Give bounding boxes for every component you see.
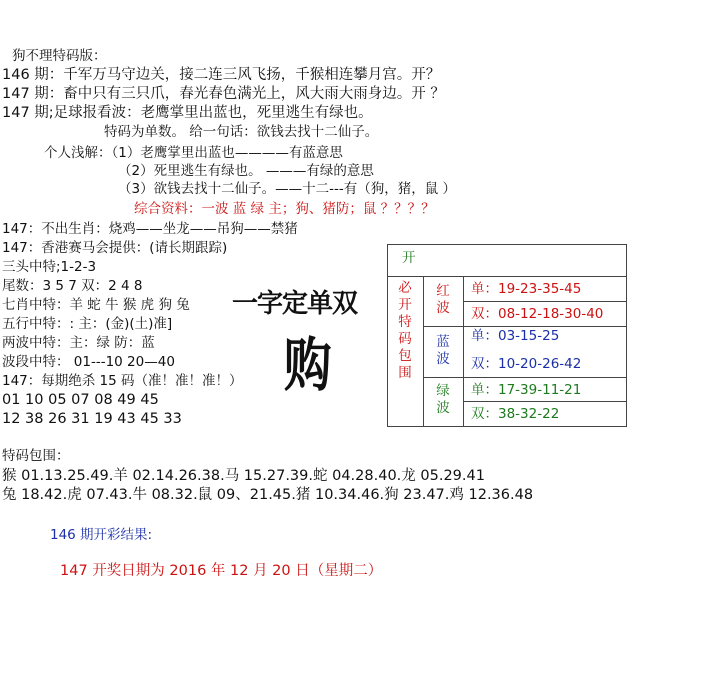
- blue-wave-label: 蓝波: [436, 334, 450, 367]
- green-single: 单：17-39-11-21: [471, 382, 582, 398]
- red-double: 双：08-12-18-30-40: [471, 306, 604, 322]
- wave-segment-line: 波段中特： 01---10 20—40: [2, 354, 175, 370]
- tema-hint: 特码为单数。 给一句话：欲钱去找十二仙子。: [104, 124, 379, 140]
- box-side-label: 必开特码包围: [398, 280, 412, 381]
- line-146: 146 期：千军万马守边关，接二连三风飞扬，千猴相连攀月宫。开？: [2, 67, 441, 83]
- special-code-box: [387, 244, 627, 427]
- line-147-football: 147 期;足球报看波：老鹰掌里出蓝也，死里逃生有绿也。: [2, 105, 373, 121]
- box-header-row: [388, 245, 626, 277]
- box-divider-2: [463, 276, 464, 426]
- three-head-line: 三头中特;1-2-3: [2, 259, 97, 275]
- five-element-line: 五行中特：: 主：(金)(土)准]: [2, 316, 173, 332]
- baowei-line-1: 猴 01.13.25.49.羊 02.14.26.38.马 15.27.39.蛇 04.28.40.龙 05.29.41: [2, 468, 485, 484]
- blue-double: 双：10-20-26-42: [471, 356, 582, 372]
- explain-1: 个人浅解：（1）老鹰掌里出蓝也————有蓝意思: [44, 145, 343, 161]
- box-divider-1: [423, 276, 424, 426]
- box-row-divider-2: [423, 377, 626, 378]
- box-sub-divider-1: [463, 301, 626, 302]
- brush-character: 购: [284, 331, 332, 399]
- kill-numbers-1: 01 10 05 07 08 49 45: [2, 392, 159, 408]
- no-zodiac-line: 147：不出生肖：烧鸡——坐龙——吊狗——禁猪: [2, 221, 298, 237]
- explain-2: （2）死里逃生有绿也。 ———有绿的意思: [118, 163, 374, 179]
- headline: 一字定单双: [232, 289, 358, 319]
- box-header: 开: [402, 250, 416, 266]
- two-wave-line: 两波中特：主：绿 防：蓝: [2, 335, 155, 351]
- baowei-line-2: 兔 18.42.虎 07.43.牛 08.32.鼠 09、21.45.猪 10.34.46.狗 23.47.鸡 12.36.48: [2, 487, 534, 503]
- red-wave-label: 红波: [436, 283, 450, 316]
- red-single: 单：19-23-35-45: [471, 281, 582, 297]
- summary-info: 综合资料：一波 蓝 绿 主；狗、猪防；鼠 ？？？？: [134, 201, 435, 217]
- result-title: 146 期开彩结果:: [50, 527, 153, 543]
- green-wave-label: 绿波: [436, 383, 450, 416]
- baowei-title: 特码包围：: [2, 448, 70, 464]
- kill-15-line: 147：每期绝杀 15 码（准！准！准！）: [2, 373, 243, 389]
- doc-title: 狗不理特码版：: [12, 48, 107, 64]
- line-147-riddle: 147 期：畜中只有三只爪，春光春色满光上，风大雨大雨身边。开 ？: [2, 86, 445, 102]
- jockey-club-line: 147：香港赛马会提供：(请长期跟踪): [2, 240, 228, 256]
- tail-number-line: 尾数：3 5 7 双：2 4 8: [2, 278, 143, 294]
- box-row-divider-1: [423, 326, 626, 327]
- kill-numbers-2: 12 38 26 31 19 43 45 33: [2, 411, 182, 427]
- draw-date: 147 开奖日期为 2016 年 12 月 20 日（星期二）: [60, 563, 383, 579]
- green-double: 双：38-32-22: [471, 406, 560, 422]
- explain-3: （3）欲钱去找十二仙子。——十二---有（狗，猪，鼠 ）: [118, 181, 456, 197]
- seven-zodiac-line: 七肖中特：羊 蛇 牛 猴 虎 狗 兔: [2, 297, 190, 313]
- blue-single: 单：03-15-25: [471, 328, 560, 344]
- box-sub-divider-2: [463, 401, 626, 402]
